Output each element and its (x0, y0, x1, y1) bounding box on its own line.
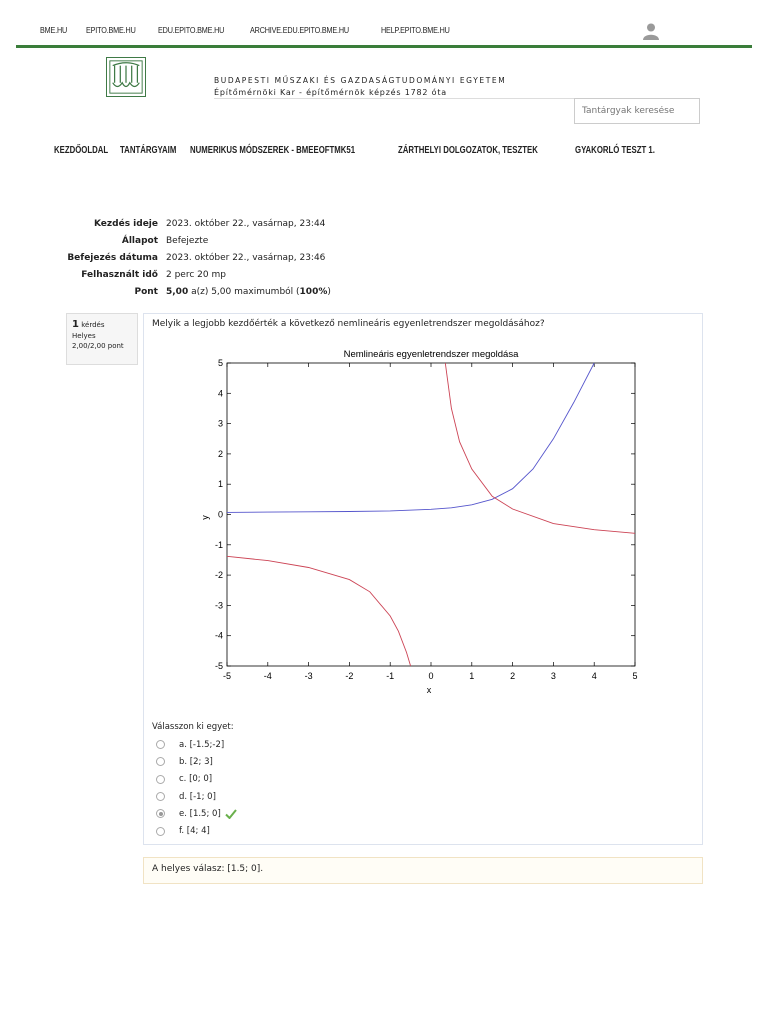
y-tick-label: 0 (217, 509, 223, 520)
top-links (40, 25, 461, 35)
summary-row-state (60, 232, 460, 249)
answer-label: b. [2; 3] (179, 756, 213, 767)
breadcrumb (54, 145, 659, 156)
answer-option-b[interactable] (156, 753, 237, 770)
x-tick-label: 0 (428, 671, 434, 681)
question-info (66, 313, 138, 365)
x-tick-label: -2 (345, 671, 354, 681)
answer-options (156, 736, 237, 840)
top-bar (0, 0, 768, 48)
correct-check-icon (225, 809, 237, 819)
answer-radio-selected[interactable] (156, 809, 165, 818)
summary-label: Pont (134, 286, 158, 297)
summary-row-end (60, 249, 460, 266)
header-rule (214, 98, 574, 99)
answer-radio[interactable] (156, 757, 165, 766)
toplink-edu[interactable]: EDU.EPITO.BME.HU (158, 25, 225, 35)
question-number: 1 (72, 319, 79, 330)
answer-label: e. [1.5; 0] (179, 808, 221, 819)
breadcrumb-course[interactable]: NUMERIKUS MÓDSZEREK - BMEEOFTMK51 (189, 145, 355, 156)
solution-plot (190, 342, 680, 697)
answer-radio[interactable] (156, 792, 165, 801)
summary-label: Felhasznált idő (81, 269, 158, 280)
answer-option-f[interactable] (156, 822, 237, 839)
y-tick-label: 4 (217, 388, 223, 399)
faculty-name: Építőmérnöki Kar - építőmérnök képzés 1782 óta (214, 88, 447, 97)
answer-option-a[interactable] (156, 736, 237, 753)
university-name: BUDAPESTI MŰSZAKI ÉS GAZDASÁGTUDOMÁNYI EGYETEM (214, 76, 507, 85)
x-tick-label: 5 (632, 671, 638, 681)
answer-option-c[interactable] (156, 771, 237, 788)
breadcrumb-practice-test[interactable]: GYAKORLÓ TESZT 1. (574, 145, 655, 156)
x-tick-label: -4 (263, 671, 272, 681)
summary-label: Befejezés dátuma (67, 252, 158, 263)
breadcrumb-my-courses[interactable]: TANTÁRGYAIM (120, 145, 177, 156)
answer-label: d. [-1; 0] (179, 791, 216, 802)
answer-label: a. [-1.5;-2] (179, 739, 225, 750)
question-marks: 2,00/2,00 pont (72, 341, 124, 350)
summary-label: Állapot (121, 235, 158, 246)
x-tick-label: -1 (386, 671, 395, 681)
question-text: Melyik a legjobb kezdőérték a következő nemlineáris egyenletrendszer megoldásához? (152, 319, 545, 329)
breadcrumb-home[interactable]: KEZDŐOLDAL (54, 145, 109, 156)
plot-area (227, 363, 635, 666)
x-tick-label: 3 (550, 671, 556, 681)
answer-option-d[interactable] (156, 788, 237, 805)
university-logo-icon[interactable] (106, 57, 146, 97)
toplink-help[interactable]: HELP.EPITO.BME.HU (380, 25, 450, 35)
y-tick-label: -3 (214, 600, 223, 611)
chart-title: Nemlineáris egyenletrendszer megoldása (343, 349, 519, 360)
y-tick-label: 1 (217, 479, 223, 490)
points-end: ) (327, 286, 331, 297)
x-tick-label: 2 (510, 671, 516, 681)
summary-value (166, 287, 460, 297)
points-middle: a(z) 5,00 maximumból ( (188, 286, 300, 297)
summary-row-time (60, 266, 460, 283)
points-score: 5,00 (166, 286, 189, 297)
summary-label: Kezdés ideje (93, 218, 158, 229)
answer-label: c. [0; 0] (179, 774, 213, 785)
correct-answer-feedback: A helyes válasz: [1.5; 0]. (143, 857, 703, 884)
toplink-bme[interactable]: BME.HU (40, 25, 68, 35)
y-tick-label: -4 (214, 630, 223, 641)
choose-prompt: Válasszon ki egyet: (152, 722, 234, 732)
toplink-epito[interactable]: EPITO.BME.HU (85, 25, 136, 35)
course-search-input[interactable] (574, 98, 700, 124)
answer-radio[interactable] (156, 740, 165, 749)
summary-row-start (60, 215, 460, 232)
user-icon[interactable] (642, 22, 660, 40)
points-percent: 100% (299, 286, 328, 297)
summary-value: 2 perc 20 mp (166, 269, 226, 280)
y-tick-label: -5 (214, 661, 223, 671)
answer-radio[interactable] (156, 775, 165, 784)
summary-value: Befejezte (166, 235, 209, 246)
breadcrumb-tests[interactable]: ZÁRTHELYI DOLGOZATOK, TESZTEK (398, 145, 539, 156)
y-tick-label: -1 (214, 539, 223, 550)
summary-value: 2023. október 22., vasárnap, 23:44 (166, 218, 326, 229)
y-tick-label: 3 (217, 418, 223, 429)
x-tick-label: -3 (304, 671, 313, 681)
answer-radio[interactable] (156, 827, 165, 836)
toplink-archive[interactable]: ARCHIVE.EDU.EPITO.BME.HU (250, 25, 350, 35)
question-status: Helyes (72, 332, 96, 340)
x-tick-label: 4 (591, 671, 597, 681)
summary-row-points (60, 283, 460, 300)
answer-label: f. [4; 4] (179, 826, 210, 837)
attempt-summary (60, 215, 460, 300)
summary-value: 2023. október 22., vasárnap, 23:46 (166, 252, 326, 263)
y-tick-label: 2 (217, 448, 223, 459)
answer-option-e[interactable] (156, 805, 237, 822)
header-divider (16, 45, 752, 48)
y-axis-label: y (200, 515, 210, 520)
question-number-label: kérdés (81, 321, 105, 329)
y-tick-label: -2 (214, 570, 223, 581)
x-axis-label: x (426, 685, 432, 695)
x-tick-label: 1 (469, 671, 475, 681)
x-tick-label: -5 (222, 671, 232, 681)
y-tick-label: 5 (217, 358, 223, 368)
